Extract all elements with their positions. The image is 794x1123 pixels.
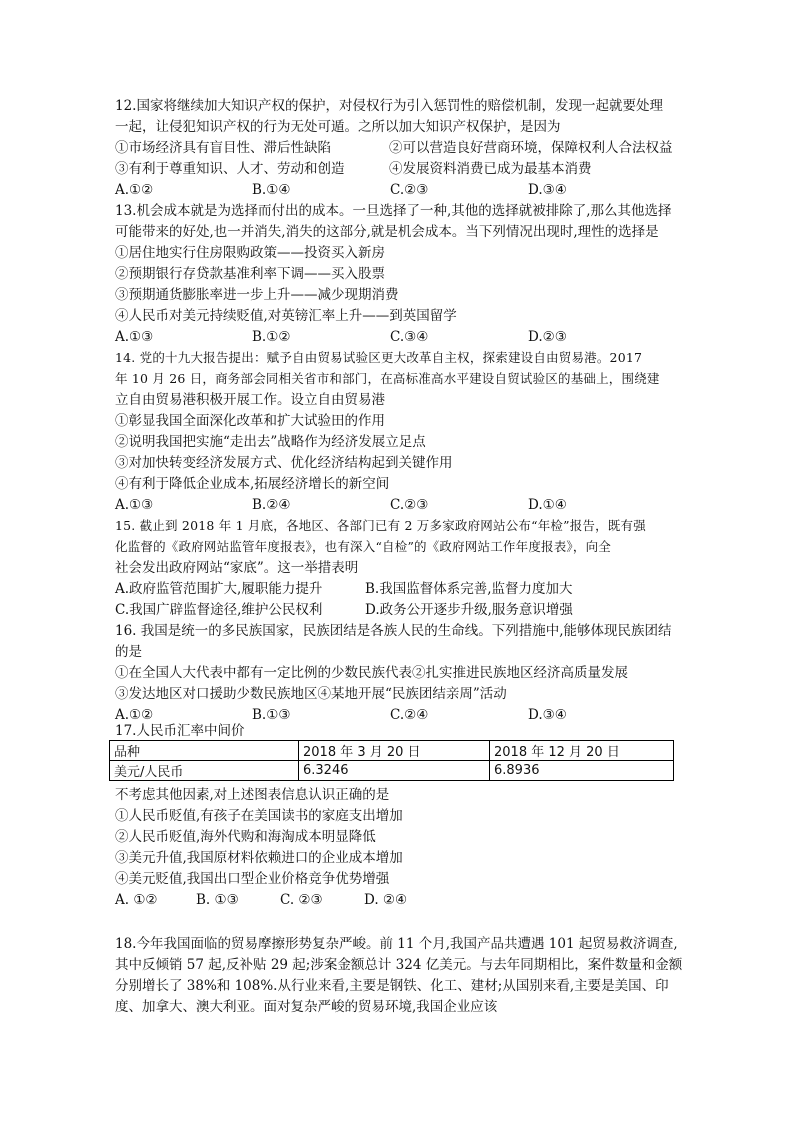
exchange-rate-table bbox=[109, 740, 674, 781]
q14-stem-line-1: 14. 党的十九大报告提出：赋予自由贸易试验区更大改革自主权，探索建设自由贸易港。2017 bbox=[115, 350, 643, 365]
q17-choice-c: C. ②③ bbox=[280, 892, 323, 908]
q12-item-4: ④发展资料消费已成为最基本消费 bbox=[389, 161, 592, 177]
q17-item-4: ④美元贬值,我国出口型企业价格竞争优势增强 bbox=[115, 871, 390, 887]
q17-choice-b: B. ①③ bbox=[196, 892, 239, 908]
q14-item-2: ②说明我国把实施“走出去”战略作为经济发展立足点 bbox=[115, 434, 426, 450]
q15-stem-line-2: 化监督的《政府网站监管年度报表》，也有深入“自检”的《政府网站工作年度报表》，向全 bbox=[115, 539, 611, 554]
q18-stem-line-4: 度、加拿大、澳大利亚。面对复杂严峻的贸易环境,我国企业应该 bbox=[115, 999, 498, 1015]
table-cell: 6.3246 bbox=[299, 761, 490, 781]
q13-item-1: ①居住地实行住房限购政策——投资买入新房 bbox=[115, 245, 385, 261]
q17-item-1: ①人民币贬值,有孩子在美国读书的家庭支出增加 bbox=[115, 808, 403, 824]
q17-choice-d: D. ②④ bbox=[364, 892, 408, 908]
table-cell: 美元/人民币 bbox=[110, 761, 299, 781]
q18-stem-line-2: 其中反倾销 57 起,反补贴 29 起;涉案金额总计 324 亿美元。与去年同期相比，案件数量和金额 bbox=[115, 957, 683, 973]
q16-stem-line-2: 的是 bbox=[115, 644, 142, 660]
q12-item-2: ②可以营造良好营商环境，保障权利人合法权益 bbox=[389, 140, 673, 156]
q14-choice-c: C.②③ bbox=[390, 497, 429, 513]
q18-stem-line-1: 18.今年我国面临的贸易摩擦形势复杂严峻。前 11 个月,我国产品共遭遇 101 起贸易救济调查, bbox=[115, 936, 678, 952]
q15-stem-line-3: 社会发出政府网站“家底”。这一举措表明 bbox=[115, 560, 359, 576]
q13-item-3: ③预期通货膨胀率进一步上升——减少现期消费 bbox=[115, 287, 399, 303]
q14-item-3: ③对加快转变经济发展方式、优化经济结构起到关键作用 bbox=[115, 455, 453, 471]
q14-stem-line-3: 立自由贸易港积极开展工作。设立自由贸易港 bbox=[115, 392, 385, 408]
q14-item-1: ①彰显我国全面深化改革和扩大试验田的作用 bbox=[115, 413, 385, 429]
q14-stem-line-2: 年 10 月 26 日，商务部会同相关省市和部门，在高标准高水平建设自贸试验区的基础上，围绕建 bbox=[115, 371, 660, 386]
q16-item-1: ①在全国人大代表中都有一定比例的少数民族代表②扎实推进民族地区经济高质量发展 bbox=[115, 665, 628, 681]
q13-choice-a: A.①③ bbox=[115, 329, 154, 345]
q17-choice-a: A. ①② bbox=[115, 892, 158, 908]
q15-choice-a: A.政府监管范围扩大,履职能力提升 bbox=[115, 581, 323, 597]
table-row bbox=[110, 761, 674, 781]
q14-choice-a: A.①③ bbox=[115, 497, 154, 513]
table-header-cell: 2018 年 3 月 20 日 bbox=[299, 741, 490, 761]
q14-item-4: ④有利于降低企业成本,拓展经济增长的新空间 bbox=[115, 476, 390, 492]
q12-stem-line-1: 12.国家将继续加大知识产权的保护，对侵权行为引入惩罚性的赔偿机制，发现一起就要处理 bbox=[115, 98, 663, 114]
q15-stem-line-1: 15. 截止到 2018 年 1 月底，各地区、各部门已有 2 万多家政府网站公布“年检”报告，既有强 bbox=[115, 518, 646, 533]
q16-choice-c: C.②④ bbox=[390, 707, 429, 723]
q12-item-3: ③有利于尊重知识、人才、劳动和创造 bbox=[115, 161, 345, 177]
q13-stem-line-2: 可能带来的好处,也一并消失,消失的这部分,就是机会成本。当下列情况出现时,理性的选择是 bbox=[115, 224, 659, 240]
table-header-row bbox=[110, 741, 674, 761]
table-header-cell: 品种 bbox=[110, 741, 299, 761]
q13-item-4: ④人民币对美元持续贬值,对英镑汇率上升——到英国留学 bbox=[115, 308, 457, 324]
q12-choice-a: A.①② bbox=[115, 182, 154, 198]
q12-choice-b: B.①④ bbox=[252, 182, 291, 198]
q17-stem: 不考虑其他因素,对上述图表信息认识正确的是 bbox=[115, 787, 390, 803]
q13-choice-c: C.③④ bbox=[390, 329, 429, 345]
q15-choice-d: D.政务公开逐步升级,服务意识增强 bbox=[365, 602, 573, 618]
q14-choice-d: D.①④ bbox=[528, 497, 567, 513]
q16-choice-d: D.③④ bbox=[528, 707, 567, 723]
q17-item-3: ③美元升值,我国原材料依赖进口的企业成本增加 bbox=[115, 850, 403, 866]
q15-choice-b: B.我国监督体系完善,监督力度加大 bbox=[365, 581, 573, 597]
q13-choice-d: D.②③ bbox=[528, 329, 567, 345]
q12-item-1: ①市场经济具有盲目性、滞后性缺陷 bbox=[115, 140, 331, 156]
q16-choice-b: B.①③ bbox=[252, 707, 291, 723]
table-header-cell: 2018 年 12 月 20 日 bbox=[490, 741, 674, 761]
q17-item-2: ②人民币贬值,海外代购和海淘成本明显降低 bbox=[115, 829, 376, 845]
table-cell: 6.8936 bbox=[490, 761, 674, 781]
q13-item-2: ②预期银行存贷款基准利率下调——买入股票 bbox=[115, 266, 385, 282]
q12-stem-line-2: 一起，让侵犯知识产权的行为无处可遁。之所以加大知识产权保护，是因为 bbox=[115, 119, 561, 135]
q14-choice-b: B.②④ bbox=[252, 497, 291, 513]
q12-choice-d: D.③④ bbox=[528, 182, 567, 198]
q16-item-2: ③发达地区对口援助少数民族地区④某地开展“民族团结亲周”活动 bbox=[115, 686, 507, 702]
q13-choice-b: B.①② bbox=[252, 329, 291, 345]
q17-title: 17.人民币汇率中间价 bbox=[115, 723, 245, 739]
q18-stem-line-3: 分别增长了 38%和 108%.从行业来看,主要是钢铁、化工、建材;从国别来看,主要是美国、印 bbox=[115, 978, 669, 994]
q16-stem-line-1: 16. 我国是统一的多民族国家，民族团结是各族人民的生命线。下列措施中,能够体现民族团结 bbox=[115, 623, 672, 639]
q15-choice-c: C.我国广辟监督途径,维护公民权利 bbox=[115, 602, 323, 618]
q12-choice-c: C.②③ bbox=[390, 182, 429, 198]
q16-choice-a: A.①② bbox=[115, 707, 154, 723]
q13-stem-line-1: 13.机会成本就是为选择而付出的成本。一旦选择了一种,其他的选择就被排除了,那么其他选择 bbox=[115, 203, 672, 219]
